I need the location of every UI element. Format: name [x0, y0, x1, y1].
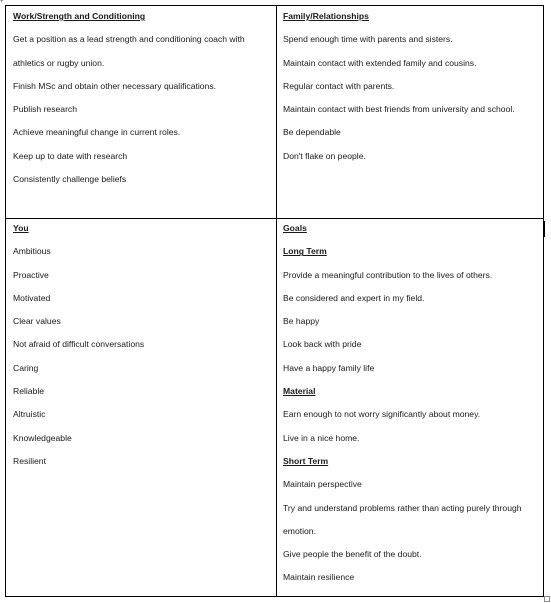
you-item: Caring — [13, 362, 39, 373]
you-item: Proactive — [13, 269, 49, 280]
short-term-subheading: Short Term — [283, 455, 329, 466]
family-heading: Family/Relationships — [283, 11, 369, 21]
work-item: athletics or rugby union. — [13, 57, 105, 68]
short-term-item: Try and understand problems rather than acting purely through — [283, 502, 522, 513]
you-item: Altruistic — [13, 409, 46, 420]
family-item: Maintain contact with best friends from university and school. — [283, 104, 515, 115]
long-term-item: Provide a meaningful contribution to the lives of others. — [283, 269, 493, 280]
family-item: Don't flake on people. — [283, 150, 366, 161]
material-item: Live in a nice home. — [283, 432, 360, 443]
work-item: Finish MSc and obtain other necessary qualifications. — [13, 80, 217, 91]
you-item: Ambitious — [13, 246, 51, 257]
long-term-item: Look back with pride — [283, 339, 362, 350]
goals-heading: Goals — [283, 223, 307, 233]
work-item: Get a position as a lead strength and conditioning coach with — [13, 34, 245, 45]
work-item: Consistently challenge beliefs — [13, 174, 127, 185]
table-move-handle[interactable]: + — [0, 0, 4, 5]
cell-you[interactable] — [13, 222, 271, 467]
table-column-divider — [276, 6, 277, 596]
you-item: Knowledgeable — [13, 432, 72, 443]
family-item: Maintain contact with extended family and cousins. — [283, 57, 477, 68]
goals-table — [5, 5, 544, 597]
short-term-item: emotion. — [283, 525, 316, 536]
you-item: Reliable — [13, 386, 45, 397]
text-cursor — [544, 221, 545, 237]
cell-work[interactable] — [13, 10, 271, 185]
material-subheading: Material — [283, 386, 316, 397]
you-item: Not afraid of difficult conversations — [13, 339, 145, 350]
long-term-item: Be considered and expert in my field. — [283, 292, 425, 303]
cell-goals[interactable] — [283, 222, 539, 583]
short-term-item: Give people the benefit of the doubt. — [283, 549, 422, 560]
you-heading: You — [13, 223, 29, 233]
long-term-item: Have a happy family life — [283, 362, 375, 373]
family-item: Be dependable — [283, 127, 341, 138]
family-item: Spend enough time with parents and sisters. — [283, 34, 453, 45]
family-item: Regular contact with parents. — [283, 80, 395, 91]
cell-family[interactable] — [283, 10, 539, 162]
table-resize-handle[interactable] — [544, 596, 550, 602]
you-item: Resilient — [13, 455, 46, 466]
work-item: Keep up to date with research — [13, 150, 128, 161]
work-item: Achieve meaningful change in current roles. — [13, 127, 181, 138]
work-item: Publish research — [13, 104, 78, 115]
short-term-item: Maintain perspective — [283, 479, 362, 490]
material-item: Earn enough to not worry significantly about money. — [283, 409, 481, 420]
short-term-item: Maintain resilience — [283, 572, 355, 583]
long-term-item: Be happy — [283, 316, 320, 327]
table-row-divider — [6, 218, 543, 219]
work-heading: Work/Strength and Conditioning — [13, 11, 146, 21]
long-term-subheading: Long Term — [283, 246, 327, 257]
you-item: Motivated — [13, 292, 51, 303]
you-item: Clear values — [13, 316, 61, 327]
